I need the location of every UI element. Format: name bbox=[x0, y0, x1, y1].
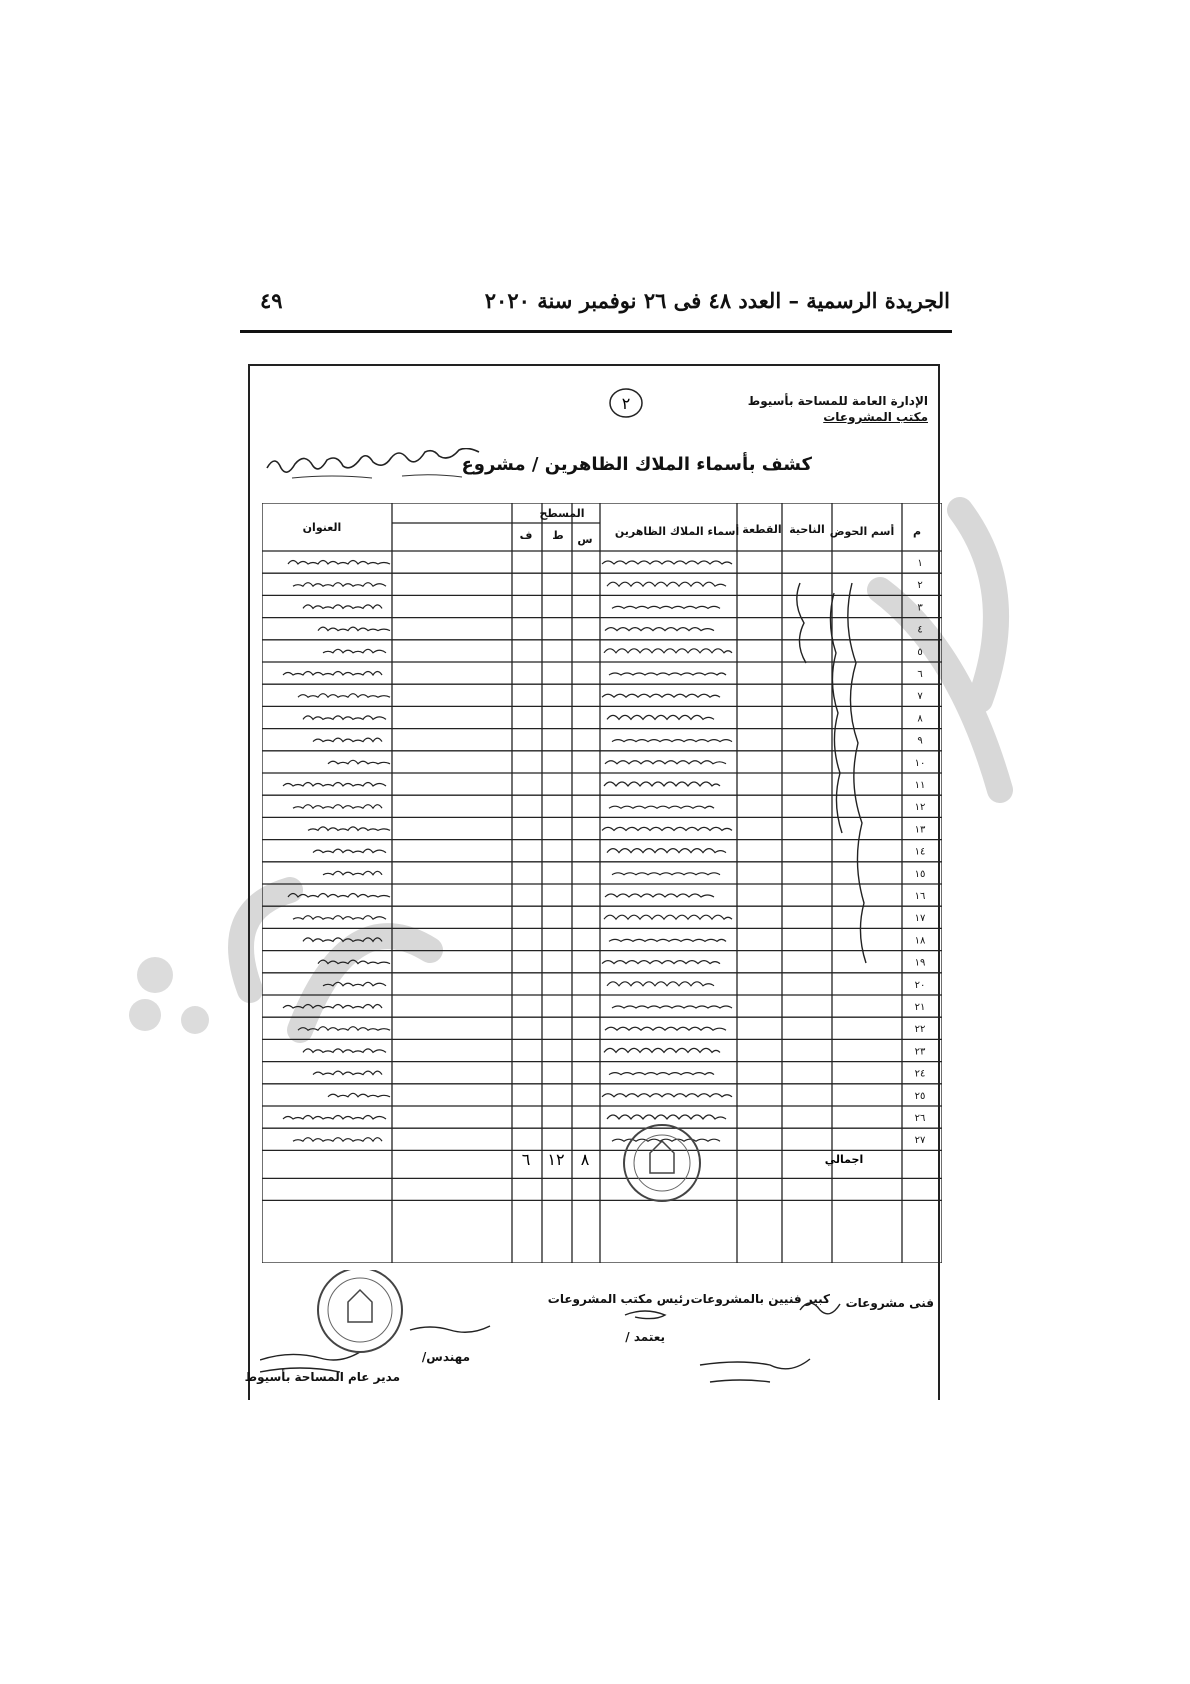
row-number: ١٦ bbox=[914, 891, 926, 902]
handwritten-address bbox=[318, 960, 390, 964]
handwritten-owner-name bbox=[609, 673, 726, 675]
handwritten-owner-name bbox=[607, 1115, 726, 1119]
handwritten-owner-name bbox=[602, 827, 732, 830]
row-number: ١٧ bbox=[914, 913, 926, 925]
handwritten-address bbox=[293, 1138, 382, 1142]
handwritten-owner-name bbox=[602, 561, 732, 564]
handwritten-owner-name bbox=[612, 606, 720, 608]
sig-engineer: مهندس/ bbox=[421, 1350, 470, 1364]
owners-table bbox=[262, 503, 942, 1263]
handwritten-address bbox=[293, 583, 386, 587]
page-number: ٤٩ bbox=[260, 288, 283, 313]
total-label: اجمالي bbox=[824, 1153, 864, 1166]
row-number: ٢٥ bbox=[914, 1090, 926, 1102]
row-number: ٢٦ bbox=[914, 1113, 926, 1124]
sig-approved: يعتمد / bbox=[625, 1330, 665, 1344]
handwritten-address bbox=[298, 1027, 390, 1031]
sig-office-head: رئيس مكتب المشروعات bbox=[547, 1292, 690, 1306]
row-number: ٥ bbox=[917, 646, 923, 658]
row-number: ١٤ bbox=[914, 846, 926, 858]
handwritten-owner-name bbox=[607, 849, 726, 853]
row-number: ٢٧ bbox=[914, 1135, 926, 1147]
handwritten-owner-name bbox=[612, 1006, 732, 1008]
sig-technician: فنى مشروعات bbox=[845, 1296, 934, 1310]
handwritten-address bbox=[283, 1005, 382, 1009]
handwritten-owner-name bbox=[604, 915, 732, 919]
col-header-area-t: ط bbox=[552, 529, 564, 542]
handwritten-address bbox=[293, 805, 382, 809]
sig-general-manager: مدير عام المساحة بأسيوط bbox=[244, 1370, 400, 1384]
handwritten-address bbox=[328, 760, 390, 764]
signature-block bbox=[244, 1270, 940, 1400]
official-seal bbox=[318, 1270, 402, 1352]
department-block bbox=[748, 393, 928, 425]
handwritten-project-name bbox=[262, 448, 502, 484]
total-area-t: ١٢ bbox=[547, 1150, 565, 1169]
sheet-number: ٢ bbox=[621, 394, 631, 413]
col-header-area: المسطح bbox=[539, 507, 585, 520]
total-area-s: ٨ bbox=[580, 1150, 590, 1169]
handwritten-owner-name bbox=[612, 873, 720, 875]
col-header-plot: القطعة bbox=[742, 523, 782, 536]
handwritten-address bbox=[323, 982, 386, 986]
handwritten-owner-name bbox=[604, 649, 732, 653]
row-number: ١٨ bbox=[914, 935, 926, 947]
handwritten-address bbox=[323, 871, 382, 875]
sheet-number-circle bbox=[607, 386, 645, 420]
handwritten-owner-name bbox=[602, 694, 720, 697]
handwritten-owner-name bbox=[607, 582, 726, 586]
handwritten-owner-name bbox=[605, 628, 714, 631]
header-divider bbox=[240, 330, 952, 333]
handwritten-owner-name bbox=[602, 961, 720, 964]
row-number: ١١ bbox=[914, 780, 926, 791]
handwritten-owner-name bbox=[612, 1139, 720, 1141]
handwritten-owner-name bbox=[602, 1094, 732, 1097]
row-number: ١٠ bbox=[914, 757, 926, 769]
row-number: ٣ bbox=[917, 602, 923, 614]
handwritten-owner-name bbox=[609, 1073, 714, 1075]
handwritten-address bbox=[303, 938, 382, 942]
handwritten-owner-name bbox=[604, 782, 720, 786]
col-header-district: الناحية bbox=[789, 523, 825, 536]
row-number: ٢٠ bbox=[914, 979, 926, 991]
row-number: ٢٣ bbox=[914, 1046, 926, 1058]
row-number: ٦ bbox=[917, 669, 923, 680]
handwritten-address bbox=[298, 694, 390, 698]
handwritten-address bbox=[318, 627, 390, 631]
signature-scribbles bbox=[260, 1270, 940, 1400]
row-number: ٨ bbox=[917, 713, 923, 725]
row-number: ٢ bbox=[917, 580, 923, 592]
handwritten-address bbox=[313, 1071, 382, 1075]
handwritten-owner-name bbox=[605, 1027, 726, 1030]
row-number: ٢٤ bbox=[914, 1068, 926, 1080]
handwritten-address bbox=[303, 1049, 386, 1053]
handwritten-address bbox=[283, 1116, 386, 1120]
handwritten-address bbox=[288, 561, 390, 565]
handwritten-owner-name bbox=[605, 894, 714, 897]
handwritten-address bbox=[303, 716, 386, 720]
handwritten-address bbox=[293, 916, 386, 920]
col-header-address: العنوان bbox=[302, 521, 342, 534]
handwritten-address bbox=[308, 827, 390, 831]
handwritten-address bbox=[313, 849, 386, 853]
handwritten-owner-name bbox=[607, 715, 714, 719]
handwritten-owner-name bbox=[612, 740, 732, 742]
page-header bbox=[240, 288, 950, 328]
office-name: مكتب المشروعات bbox=[823, 410, 928, 424]
row-number: ٧ bbox=[917, 691, 923, 703]
handwritten-address bbox=[283, 672, 382, 676]
handwritten-address bbox=[288, 894, 390, 898]
row-number: ١٥ bbox=[914, 868, 926, 880]
total-area-f: ٦ bbox=[521, 1150, 531, 1169]
col-header-basin: أسم الحوض bbox=[829, 525, 895, 538]
col-header-area-s: س bbox=[577, 533, 593, 546]
row-number: ١٣ bbox=[914, 824, 926, 836]
handwritten-address bbox=[283, 783, 386, 787]
col-header-area-f: ف bbox=[519, 529, 533, 542]
row-number: ١٩ bbox=[914, 957, 926, 969]
row-number: ٢٢ bbox=[914, 1024, 926, 1036]
department-name: الإدارة العامة للمساحة بأسيوط bbox=[747, 394, 928, 408]
table-stamp bbox=[624, 1125, 700, 1201]
handwritten-address bbox=[303, 605, 382, 609]
handwritten-address bbox=[313, 738, 382, 742]
handwritten-owner-name bbox=[609, 939, 726, 941]
col-header-no: م bbox=[912, 525, 922, 538]
handwritten-owner-name bbox=[604, 1048, 720, 1052]
sig-chief-technician: كبير فنيين بالمشروعات bbox=[690, 1292, 830, 1306]
handwritten-address bbox=[328, 1093, 390, 1097]
row-number: ٤ bbox=[917, 624, 923, 636]
row-number: ١ bbox=[917, 558, 923, 569]
handwritten-address bbox=[323, 649, 386, 653]
row-number: ١٢ bbox=[914, 802, 926, 814]
handwritten-owner-name bbox=[609, 806, 714, 808]
gazette-title: الجريدة الرسمية – العدد ٤٨ فى ٢٦ نوفمبر سنة ٢٠٢٠ bbox=[484, 288, 950, 313]
handwritten-owner-name bbox=[607, 982, 714, 986]
document-title: كشف بأسماء الملاك الظاهرين / مشروع bbox=[461, 454, 812, 475]
row-number: ٩ bbox=[917, 735, 923, 747]
handwritten-owner-name bbox=[605, 761, 726, 764]
col-header-owners: أسماء الملاك الظاهرين bbox=[614, 525, 740, 538]
row-number: ٢١ bbox=[914, 1002, 926, 1013]
